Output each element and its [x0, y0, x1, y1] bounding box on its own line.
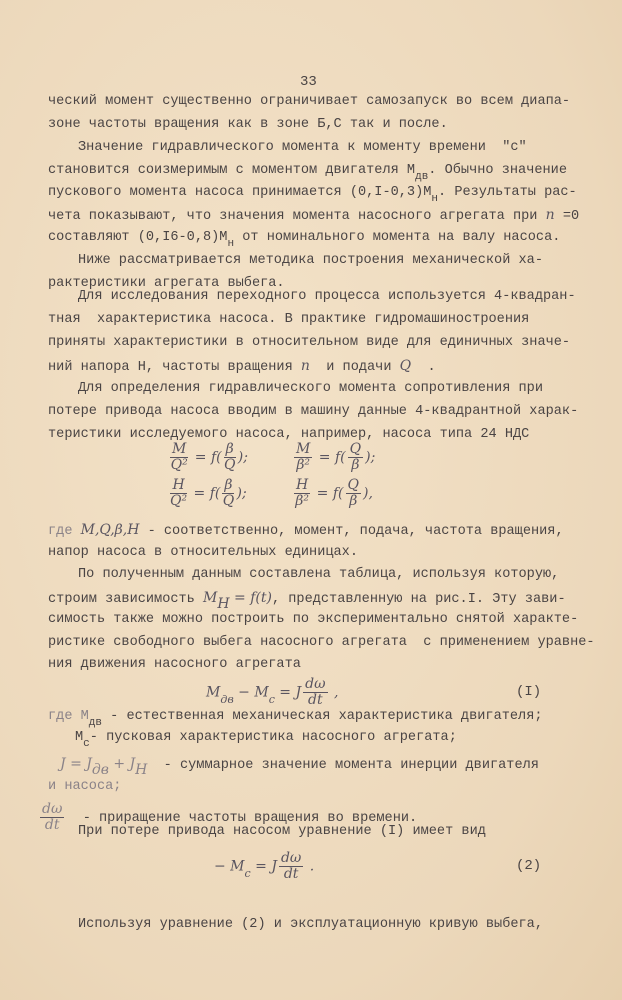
- subscript: H: [217, 596, 230, 612]
- text-line: теристики исследуемого насоса, например, насоса типа 24 НДС: [48, 427, 530, 442]
- subscript: с: [83, 738, 90, 750]
- text-line: [75, 730, 457, 750]
- text: - приращение частоты вращения во времени.: [66, 811, 418, 827]
- math-fraction: $\frac{d\omega}{dt}$: [42, 801, 63, 833]
- text-line: симость также можно построить по экспериментально снятой характе-: [48, 612, 579, 627]
- text: ний напора Н, частоты вращения: [48, 360, 301, 375]
- text: , представленную на рис.I. Эту зави-: [271, 592, 566, 607]
- text: - соответственно, момент, подача, частота вращения,: [139, 524, 564, 539]
- text: М: [75, 730, 84, 745]
- formula-m-q2: $\frac{M}{\text{Q²}}$ = f( $\frac{\beta}{Q}$ );: [170, 441, 248, 473]
- text: - суммарное значение момента инерции двигателя: [147, 758, 539, 773]
- text: . Результаты рас-: [438, 185, 577, 200]
- text-line: [48, 185, 577, 205]
- text: .: [411, 360, 436, 375]
- text: - пусковая характеристика насосного агрегата;: [89, 730, 457, 745]
- text-line: зоне частоты вращения как в зоне Б,С так и после.: [48, 117, 448, 132]
- equation-1-label: (I): [516, 684, 542, 700]
- math: M,Q,β,H: [80, 522, 140, 538]
- formula-h-q2: $\frac{H}{\text{Q²}}$ = f( $\frac{\beta}{Q}$ );: [170, 477, 247, 509]
- text: - естественная механическая характеристика двигателя;: [102, 709, 543, 724]
- equation-2-label: (2): [516, 858, 542, 874]
- text-line: [60, 756, 539, 778]
- text: и подачи: [309, 360, 400, 375]
- text-line: тная характеристика насоса. В практике гидромашиностроения: [48, 312, 530, 327]
- text: =0: [554, 209, 580, 224]
- subscript: H: [135, 762, 148, 778]
- equation-1: $M_{дв} - M_c = J$ $\frac{d\omega}{dt}$ ,: [206, 676, 339, 708]
- text: пускового момента насоса принимается (0,I-0,3)М: [48, 185, 432, 200]
- text-line: [48, 358, 436, 376]
- text-line: Используя уравнение (2) и эксплуатационную кривую выбега,: [78, 917, 543, 932]
- text-line: [48, 230, 561, 250]
- text-line: ния движения насосного агрегата: [48, 657, 301, 672]
- text-line: ческий момент существенно ограничивает самозапуск во всем диапа-: [48, 94, 571, 109]
- math: J = J: [60, 756, 92, 772]
- formula-h-b2: $\frac{H}{\text{β²}}$ = f( $\frac{Q}{\beta}$ ),: [295, 477, 373, 509]
- formula-m-b2: $\frac{M}{\text{β²}}$ = f( $\frac{Q}{\beta}$ );: [296, 441, 376, 473]
- math: n: [300, 358, 310, 374]
- text-line: приняты характеристики в относительном виде для единичных значе-: [48, 335, 571, 350]
- text-line: напор насоса в относительных единицах.: [48, 545, 358, 560]
- math: n: [545, 207, 555, 223]
- subscript: н: [431, 193, 439, 205]
- text-line: ристике свободного выбега насосного агрегата с применением уравне-: [48, 635, 595, 650]
- text-line: Для определения гидравлического момента сопротивления при: [78, 381, 543, 396]
- text-line: Значение гидравлического момента к моменту времени "с": [78, 140, 527, 155]
- text-line: рактеристики агрегата выбега.: [48, 276, 285, 291]
- text: где М: [48, 709, 89, 724]
- text: где: [48, 524, 81, 539]
- page-number: 33: [300, 74, 317, 90]
- text-line: При потере привода насосом уравнение (I) имеет вид: [78, 824, 486, 839]
- subscript: дв: [415, 171, 429, 183]
- subscript: н: [227, 238, 235, 250]
- text-line: Ниже рассматривается методика построения механической ха-: [78, 253, 543, 268]
- text: становится соизмеримым с моментом двигателя М: [48, 163, 416, 178]
- text: чета показывают, что значения момента насосного агрегата при: [48, 209, 546, 224]
- text-line: [48, 709, 543, 729]
- text: . Обычно значение: [428, 163, 567, 178]
- equation-2: − $M_c = J$ $\frac{d\omega}{dt}$ .: [214, 850, 315, 882]
- text: строим зависимость: [48, 592, 203, 607]
- text-line: потере привода насоса вводим в машину данные 4-квадрантной харак-: [48, 404, 579, 419]
- math: Q: [399, 358, 412, 374]
- text-line: По полученным данным составлена таблица, используя которую,: [78, 567, 560, 582]
- math: M: [203, 590, 218, 606]
- subscript: дв: [88, 717, 102, 729]
- math: + J: [108, 756, 136, 772]
- math: = f(t): [229, 590, 272, 606]
- text: составляют (0,I6-0,8)М: [48, 230, 228, 245]
- text: от номинального момента на валу насоса.: [234, 230, 561, 245]
- text-line: [48, 590, 566, 612]
- text-line: и насоса;: [48, 779, 122, 794]
- text-line: [48, 163, 567, 183]
- subscript: дв: [91, 762, 109, 778]
- text-line: Для исследования переходного процесса используется 4-квадран-: [78, 289, 576, 304]
- text-line: [48, 522, 564, 540]
- text-line: [48, 207, 579, 225]
